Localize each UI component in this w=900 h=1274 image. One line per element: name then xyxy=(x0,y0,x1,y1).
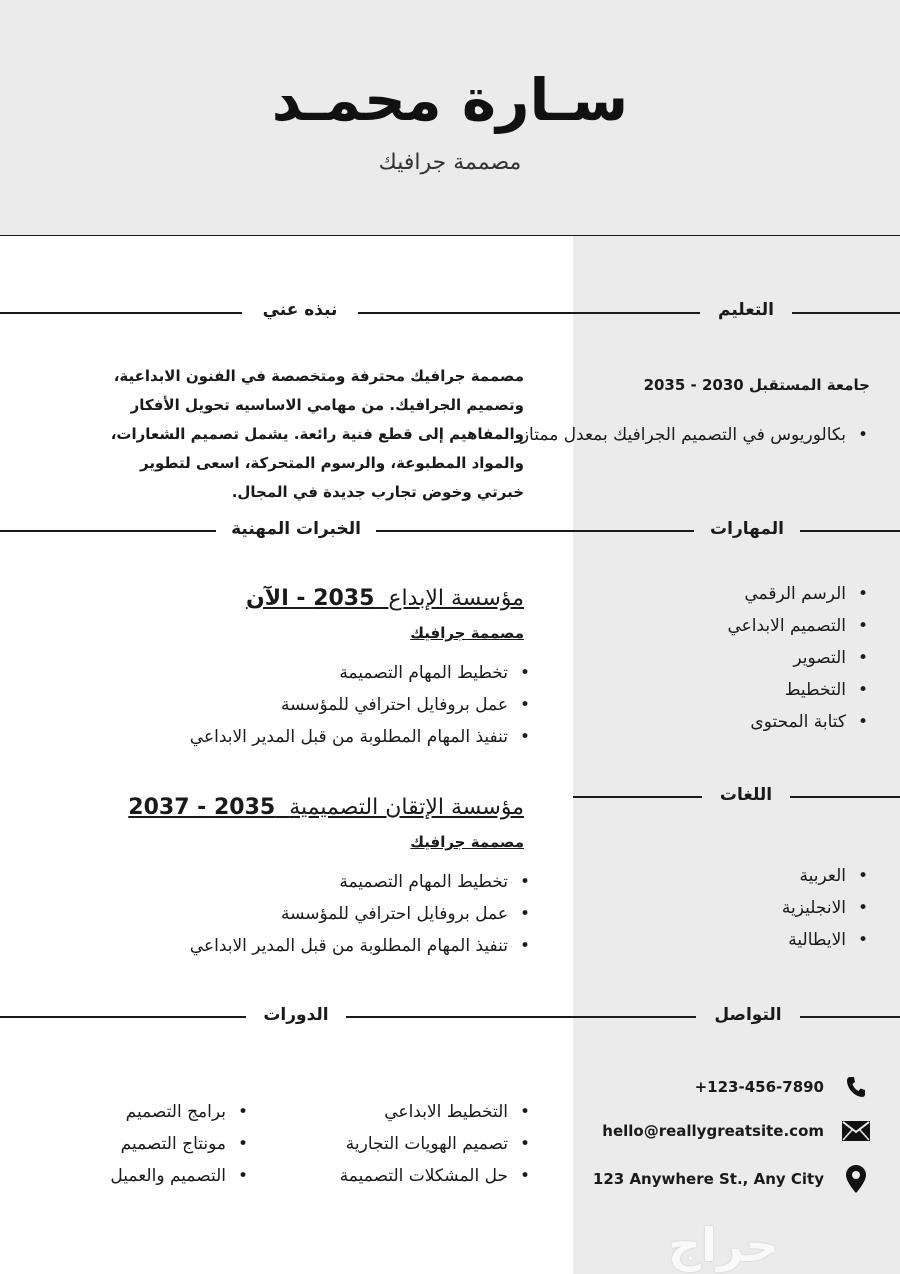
list-item: • تخطيط المهام التصميمة xyxy=(190,657,532,689)
courses-list-a xyxy=(340,1096,532,1192)
list-item: • تنفيذ المهام المطلوبة من قبل المدير الابداعي xyxy=(190,721,532,753)
list-item: • الايطالية xyxy=(782,924,870,956)
header-banner xyxy=(0,0,900,236)
map-pin-icon xyxy=(842,1165,870,1193)
contact-address: 123 Anywhere St., Any City xyxy=(592,1170,824,1188)
list-item: • عمل بروفايل احترافي للمؤسسة xyxy=(190,898,532,930)
section-title-experience: الخبرات المهنية xyxy=(216,519,376,539)
list-item: • التخطيط xyxy=(727,674,870,706)
list-item: • تنفيذ المهام المطلوبة من قبل المدير الابداعي xyxy=(190,930,532,962)
list-item: • الانجليزية xyxy=(782,892,870,924)
experience-heading xyxy=(128,795,524,820)
job-task-list xyxy=(190,657,532,753)
about-text: مصممة جرافيك محترفة ومتخصصة في الفنون الابداعية، وتصميم الجرافيك. من مهامي الاساسيه تحويل الأفكار والمفاهيم إلى قطع فنية رائعة. يشمل تصميم الشعارات، والمواد المطبوعة، والرسوم المتحركة، اسعى لتطوير خبرتي وخوض تجارب جديدة في المجال. xyxy=(110,367,524,501)
company-name: مؤسسة الإتقان التصميمية xyxy=(289,795,524,820)
job-role: مصممة جرافيك xyxy=(410,624,524,642)
experience-heading xyxy=(246,586,524,611)
list-item: • التخطيط الابداعي xyxy=(340,1096,532,1128)
contact-phone-row xyxy=(695,1072,870,1102)
list-item: • التصوير xyxy=(727,642,870,674)
envelope-icon xyxy=(842,1121,870,1141)
section-title-courses: الدورات xyxy=(246,1005,346,1025)
watermark-logo: حراج xyxy=(668,1218,779,1272)
languages-list xyxy=(782,860,870,956)
job-role: مصممة جرافيك xyxy=(410,833,524,851)
phone-icon xyxy=(842,1076,870,1098)
list-item: • بكالوريوس في التصميم الجرافيك بمعدل ممتاز xyxy=(656,420,870,450)
education-list xyxy=(520,420,870,450)
list-item: • عمل بروفايل احترافي للمؤسسة xyxy=(190,689,532,721)
skills-list xyxy=(727,578,870,738)
section-title-about: نبذه عني xyxy=(242,300,358,320)
list-item: • العربية xyxy=(782,860,870,892)
section-title-education: التعليم xyxy=(700,300,792,320)
contact-address-row xyxy=(593,1164,870,1194)
list-item: • كتابة المحتوى xyxy=(727,706,870,738)
job-task-list xyxy=(190,866,532,962)
list-item: • الرسم الرقمي xyxy=(727,578,870,610)
education-university: جامعة المستقبل 2030 - 2035 xyxy=(643,376,870,394)
section-title-skills: المهارات xyxy=(694,519,800,539)
person-name: سـارة محمـد xyxy=(271,66,629,134)
job-period: 2035 - 2037 xyxy=(128,795,276,820)
list-item: • التصميم الابداعي xyxy=(727,610,870,642)
contact-email[interactable]: hello@reallygreatsite.com xyxy=(602,1122,824,1140)
section-title-contact: التواصل xyxy=(696,1005,800,1025)
list-item: • حل المشكلات التصميمة xyxy=(340,1160,532,1192)
company-name: مؤسسة الإبداع xyxy=(388,586,524,611)
list-item: • برامج التصميم xyxy=(110,1096,250,1128)
job-title: مصممة جرافيك xyxy=(378,150,522,175)
list-item: • تصميم الهويات التجارية xyxy=(340,1128,532,1160)
courses-list-b xyxy=(110,1096,250,1192)
contact-email-row xyxy=(602,1116,870,1146)
contact-phone[interactable]: +123-456-7890 xyxy=(694,1078,824,1096)
section-title-languages: اللغات xyxy=(702,785,790,805)
list-item: • تخطيط المهام التصميمة xyxy=(190,866,532,898)
list-item: • مونتاج التصميم xyxy=(110,1128,250,1160)
job-period: 2035 - الآن xyxy=(246,586,375,611)
list-item: • التصميم والعميل xyxy=(110,1160,250,1192)
